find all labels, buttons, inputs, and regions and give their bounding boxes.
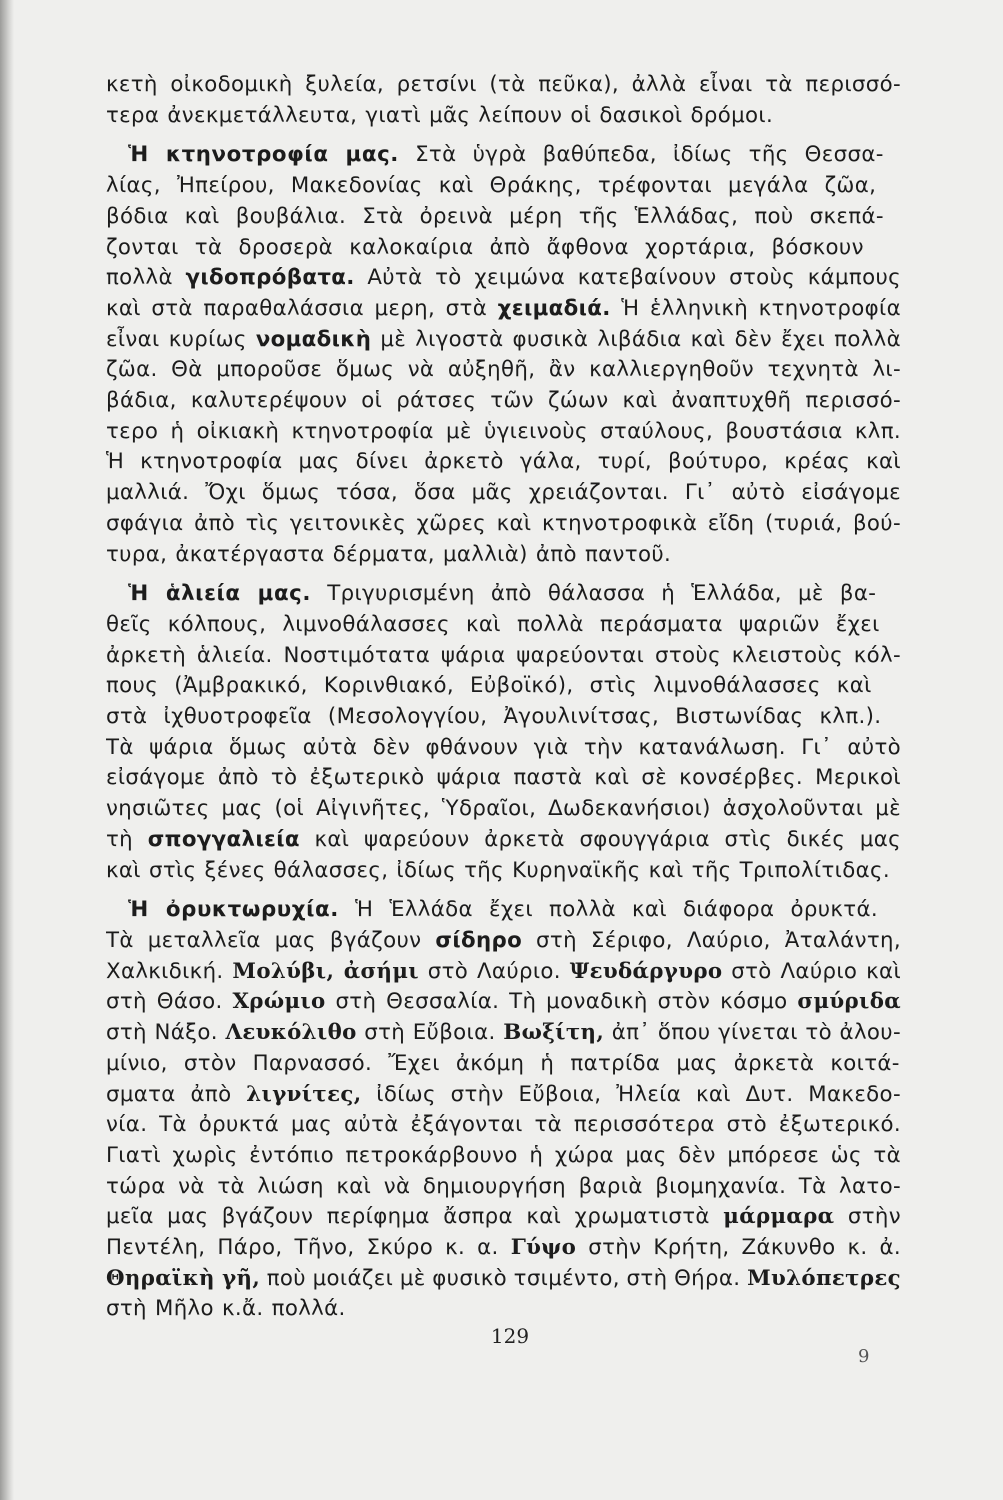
text-line bbox=[106, 325, 901, 356]
text-run: στὴν bbox=[834, 1204, 901, 1230]
text-line bbox=[106, 1049, 901, 1080]
emphasized-term: Θηραϊκὴ γῆ, bbox=[106, 1265, 261, 1291]
text-line bbox=[106, 1264, 901, 1295]
text-line bbox=[106, 763, 901, 794]
signature-mark: 9 bbox=[858, 1346, 870, 1367]
text-run: κετὴ οἰκοδομικὴ ξυλεία, ρετσίνι (τὰ πεῦκα), ἀλλὰ εἶναι τὰ περισσό- bbox=[106, 72, 901, 97]
emphasized-term: Μολύβι, ἀσήμι bbox=[232, 958, 419, 984]
text-line bbox=[106, 386, 901, 417]
section-heading: Ἡ ἁλιεία μας. bbox=[128, 581, 312, 607]
text-run: ἀρκετὴ ἁλιεία. Νοστιμότατα ψάρια ψαρεύονται στοὺς κλειστοὺς κόλ- bbox=[106, 642, 901, 668]
paragraph bbox=[106, 140, 901, 570]
text-run: στὴν Κρήτη, Ζάκυνθο κ. ἀ. bbox=[576, 1235, 901, 1261]
text-line bbox=[106, 263, 901, 294]
text-line bbox=[106, 957, 901, 988]
text-line bbox=[106, 895, 901, 926]
text-run: πολλὰ bbox=[106, 265, 186, 291]
text-run: νησιῶτες μας (οἱ Αἰγινῆτες, Ὑδραῖοι, Δωδεκανήσιοι) ἀσχολοῦνται μὲ bbox=[106, 796, 901, 822]
paragraph bbox=[106, 70, 901, 131]
text-run: ζονται τὰ δροσερὰ καλοκαίρια ἀπὸ ἄφθονα χορτάρια, βόσκουν bbox=[106, 234, 864, 260]
text-run: Ἡ κτηνοτροφία μας δίνει ἀρκετὸ γάλα, τυρί, βούτυρο, κρέας καὶ bbox=[106, 449, 901, 475]
emphasized-term: σμύριδα bbox=[797, 989, 901, 1015]
text-line bbox=[106, 171, 901, 202]
text-run: καὶ στὰ παραθαλάσσια μερη, στὰ bbox=[106, 295, 498, 321]
emphasized-term: νομαδικὴ bbox=[255, 326, 372, 352]
text-run: στὰ ἰχθυοτροφεῖα (Μεσολογγίου, Ἀγουλινίτσας, Βιστωνίδας κλπ.). bbox=[106, 704, 882, 730]
text-run: λίας, Ἠπείρου, Μακεδονίας καὶ Θράκης, τρέφονται μεγάλα ζῶα, bbox=[106, 173, 877, 199]
text-line bbox=[106, 1080, 901, 1111]
text-run: μίνιο, στὸν Παρνασσό. Ἔχει ἀκόμη ἡ πατρίδα μας ἀρκετὰ κοιτά- bbox=[106, 1050, 900, 1076]
text-run: Τὰ μεταλλεῖα μας βγάζουν bbox=[106, 927, 436, 953]
text-line bbox=[106, 294, 901, 325]
text-line bbox=[106, 825, 901, 856]
text-run: Πεντέλη, Πάρο, Τῆνο, Σκύρο κ. α. bbox=[106, 1235, 511, 1261]
text-run: Ἡ ἑλληνικὴ κτηνοτροφία bbox=[610, 295, 901, 321]
text-line bbox=[106, 540, 901, 571]
text-run: Τὰ ψάρια ὅμως αὐτὰ δὲν φθάνουν γιὰ τὴν κατανάλωση. Γι᾽ αὐτὸ bbox=[106, 734, 901, 760]
text-line bbox=[106, 1233, 901, 1264]
text-line bbox=[106, 641, 901, 672]
text-run: τὴ bbox=[106, 826, 148, 852]
emphasized-term: λιγνίτες, bbox=[246, 1081, 362, 1107]
text-run: στὸ Λαύριο. bbox=[418, 958, 570, 984]
text-line bbox=[106, 478, 901, 509]
text-run: στὴ Θεσσαλία. Τὴ μοναδικὴ στὸν κόσμο bbox=[325, 989, 798, 1015]
text-run: Ἡ Ἑλλάδα ἔχει πολλὰ καὶ διάφορα ὀρυκτά. bbox=[338, 897, 878, 923]
text-run: νία. Τὰ ὀρυκτά μας αὐτὰ ἐξάγονται τὰ περισσότερα στὸ ἐξωτερικό. bbox=[106, 1112, 901, 1138]
text-line bbox=[106, 1018, 901, 1049]
text-line bbox=[106, 1294, 901, 1325]
text-run: τερα ἀνεκμετάλλευτα, γιατὶ μᾶς λείπουν οἱ δασικοὶ δρόμοι. bbox=[106, 102, 774, 128]
emphasized-term: σπογγαλιεία bbox=[147, 826, 300, 852]
text-run: τυρα, ἀκατέργαστα δέρματα, μαλλιὰ) ἀπὸ παντοῦ. bbox=[106, 541, 672, 567]
text-line bbox=[106, 1202, 901, 1233]
text-run: εἰσάγομε ἀπὸ τὸ ἐξωτερικὸ ψάρια παστὰ καὶ σὲ κονσέρβες. Μερικοὶ bbox=[106, 765, 901, 791]
section-heading: Ἡ ὀρυκτωρυχία. bbox=[128, 897, 339, 923]
text-line bbox=[106, 794, 901, 825]
text-line bbox=[106, 1172, 901, 1203]
emphasized-term: Χρώμιο bbox=[232, 989, 326, 1015]
text-run: βάδια, καλυτερέψουν οἱ ράτσες τῶν ζώων καὶ ἀναπτυχθῆ περισσό- bbox=[106, 388, 901, 414]
text-run: πους (Ἀμβρακικό, Κορινθιακό, Εὐβοϊκό), στὶς λιμνοθάλασσες καὶ bbox=[106, 673, 872, 699]
text-run: στὸ Λαύριο καὶ bbox=[722, 958, 901, 984]
text-run: ἰδίως στὴν Εὔβοια, Ἠλεία καὶ Δυτ. Μακεδο- bbox=[361, 1081, 901, 1107]
text-run: σματα ἀπὸ bbox=[106, 1081, 247, 1107]
emphasized-term: χειμαδιά. bbox=[497, 295, 611, 321]
text-line bbox=[106, 101, 901, 132]
main-text bbox=[106, 70, 901, 1325]
text-line bbox=[106, 987, 901, 1018]
text-line bbox=[106, 202, 901, 233]
text-line bbox=[106, 355, 901, 386]
page-edge-shadow bbox=[0, 0, 14, 1500]
text-run: Γιατὶ χωρὶς ἐντόπιο πετροκάρβουνο ἡ χώρα μας δὲν μπόρεσε ὡς τὰ bbox=[106, 1142, 901, 1168]
text-line bbox=[106, 579, 901, 610]
text-line bbox=[106, 417, 901, 448]
text-run: Χαλκιδική. bbox=[106, 958, 233, 984]
text-run: στὴ Σέριφο, Λαύριο, Ἀταλάντη, bbox=[522, 927, 901, 953]
text-run: ζῶα. Θὰ μποροῦσε ὅμως νὰ αὐξηθῆ, ἂν καλλιεργηθοῦν τεχνητὰ λι- bbox=[106, 357, 901, 383]
text-run: στὴ Μῆλο κ.ἄ. πολλά. bbox=[106, 1296, 346, 1322]
text-line bbox=[106, 509, 901, 540]
text-run: ποὺ μοιάζει μὲ φυσικὸ τσιμέντο, στὴ Θήρα. bbox=[260, 1265, 748, 1291]
emphasized-term: μάρμαρα bbox=[723, 1204, 835, 1230]
text-run: μεῖα μας βγάζουν περίφημα ἄσπρα καὶ χρωματιστὰ bbox=[106, 1204, 724, 1230]
text-run: βόδια καὶ βουβάλια. Στὰ ὀρεινὰ μέρη τῆς Ἑλλάδας, ποὺ σκεπά- bbox=[106, 203, 884, 229]
text-line bbox=[106, 1141, 901, 1172]
text-line bbox=[106, 671, 901, 702]
text-run: τώρα νὰ τὰ λιώση καὶ νὰ δημιουργήση βαριὰ βιομηχανία. Τὰ λατο- bbox=[106, 1173, 901, 1199]
emphasized-term: σίδηρο bbox=[435, 927, 523, 953]
text-run: θεῖς κόλπους, λιμνοθάλασσες καὶ πολλὰ περάσματα ψαριῶν ἔχει bbox=[106, 611, 880, 637]
text-run: Τριγυρισμένη ἀπὸ θάλασσα ἡ Ἑλλάδα, μὲ βα- bbox=[311, 581, 877, 607]
text-line bbox=[106, 447, 901, 478]
text-line bbox=[106, 233, 901, 264]
text-line bbox=[106, 856, 901, 887]
text-run: στὴ Θάσο. bbox=[106, 989, 233, 1015]
emphasized-term: Βωξίτη, bbox=[503, 1020, 605, 1046]
text-line bbox=[106, 140, 901, 171]
text-line bbox=[106, 610, 901, 641]
text-run: ἀπ᾽ ὅπου γίνεται τὸ ἀλου- bbox=[604, 1020, 901, 1046]
emphasized-term: Λευκόλιθο bbox=[225, 1020, 357, 1046]
text-line bbox=[106, 70, 901, 101]
text-run: μὲ λιγοστὰ φυσικὰ λιβάδια καὶ δὲν ἔχει πολλὰ bbox=[371, 326, 901, 352]
text-line bbox=[106, 1110, 901, 1141]
text-run: τερο ἡ οἰκιακὴ κτηνοτροφία μὲ ὑγιεινοὺς σταύλους, βουστάσια κλπ. bbox=[106, 418, 901, 444]
emphasized-term: Ψευδάργυρο bbox=[569, 958, 723, 984]
emphasized-term: Γύψο bbox=[510, 1235, 577, 1261]
paragraph bbox=[106, 895, 901, 1325]
text-run: καὶ ψαρεύουν ἀρκετὰ σφουγγάρια στὶς δικές μας bbox=[299, 826, 901, 852]
text-run: Αὐτὰ τὸ χειμώνα κατεβαίνουν στοὺς κάμπους bbox=[354, 265, 901, 291]
text-run: στὴ Εὔβοια. bbox=[356, 1020, 504, 1046]
emphasized-term: Μυλόπετρες bbox=[747, 1265, 901, 1291]
text-run: Στὰ ὑγρὰ βαθύπεδα, ἰδίως τῆς Θεσσα- bbox=[398, 142, 884, 168]
text-run: μαλλιά. Ὄχι ὅμως τόσα, ὅσα μᾶς χρειάζονται. Γι᾽ αὐτὸ εἰσάγομε bbox=[106, 480, 901, 506]
text-line bbox=[106, 733, 901, 764]
text-run: καὶ στὶς ξένες θάλασσες, ἰδίως τῆς Κυρηναϊκῆς καὶ τῆς Τριπολίτιδας. bbox=[106, 857, 890, 883]
text-run: σφάγια ἀπὸ τὶς γειτονικὲς χῶρες καὶ κτηνοτροφικὰ εἴδη (τυριά, βού- bbox=[106, 510, 901, 536]
text-run: εἶναι κυρίως bbox=[106, 326, 256, 352]
text-line bbox=[106, 702, 901, 733]
text-line bbox=[106, 926, 901, 957]
paragraph bbox=[106, 579, 901, 886]
text-run: στὴ Νάξο. bbox=[106, 1020, 226, 1046]
emphasized-term: γιδοπρόβατα. bbox=[185, 265, 355, 291]
section-heading: Ἡ κτηνοτροφία μας. bbox=[128, 142, 399, 168]
page-number: 129 bbox=[490, 1324, 530, 1348]
